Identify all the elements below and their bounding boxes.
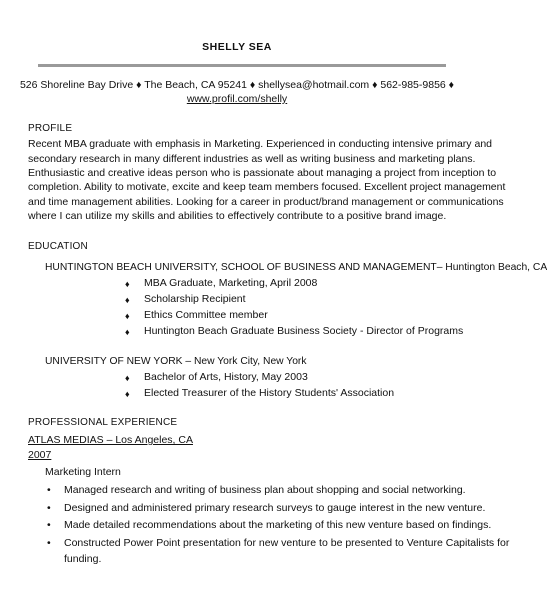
experience-item: Constructed Power Point presentation for new venture to be presented to Venture Capitalists for (64, 537, 510, 549)
bullet-diamond-icon: ♦ (125, 279, 130, 289)
school-title: UNIVERSITY OF NEW YORK – New York City, New York (45, 356, 307, 367)
education-item: Huntington Beach Graduate Business Society - Director of Programs (144, 325, 464, 337)
company-name: ATLAS MEDIAS – Los Angeles, CA (28, 434, 193, 446)
education-item: Ethics Committee member (144, 309, 268, 321)
contact-line: 526 Shoreline Bay Drive ♦ The Beach, CA 95241 ♦ shellysea@hotmail.com ♦ 562-985-9856 ♦ (19, 79, 455, 91)
experience-item-continued: funding. (64, 553, 102, 565)
education-item: Scholarship Recipient (144, 293, 246, 305)
bullet-dot-icon: • (47, 519, 51, 531)
bullet-diamond-icon: ♦ (125, 389, 130, 399)
bullet-diamond-icon: ♦ (125, 295, 130, 305)
header-divider (38, 64, 446, 67)
education-item: Elected Treasurer of the History Students' Association (144, 387, 395, 399)
education-item: Bachelor of Arts, History, May 2003 (144, 371, 308, 383)
bullet-dot-icon: • (47, 484, 51, 496)
profile-heading: PROFILE (28, 123, 73, 134)
education-heading: EDUCATION (28, 241, 88, 252)
experience-heading: PROFESSIONAL EXPERIENCE (28, 417, 178, 428)
bullet-dot-icon: • (47, 502, 51, 514)
education-item: MBA Graduate, Marketing, April 2008 (144, 277, 318, 289)
school-title: HUNTINGTON BEACH UNIVERSITY, SCHOOL OF BUSINESS AND MANAGEMENT– Huntington Beach, CA (45, 262, 547, 273)
bullet-diamond-icon: ♦ (125, 327, 130, 337)
experience-year: 2007 (28, 449, 52, 461)
candidate-name: SHELLY SEA (202, 41, 272, 53)
profile-line: completion. Ability to motivate, excite and keep team members focused. Excellent project management (28, 181, 506, 193)
bullet-diamond-icon: ♦ (125, 311, 130, 321)
bullet-diamond-icon: ♦ (125, 373, 130, 383)
experience-item: Designed and administered primary research surveys to gauge interest in the new venture. (64, 502, 486, 514)
profile-line: where I can utilize my skills and abilities to effectively contribute to a positive brand image. (28, 210, 447, 222)
profile-line: and time management abilities. Looking for a career in product/brand management or communications (28, 196, 504, 208)
experience-item: Made detailed recommendations about the marketing of this new venture based on findings. (64, 519, 492, 531)
website-link[interactable]: www.profil.com/shelly (186, 93, 288, 105)
experience-item: Managed research and writing of business plan about shopping and social networking. (64, 484, 466, 496)
profile-line: secondary research in many different industries as well as writing business and marketing plans. (28, 153, 476, 165)
profile-line: Recent MBA graduate with emphasis in Marketing. Experienced in conducting intensive primary and (28, 138, 492, 150)
bullet-dot-icon: • (47, 537, 51, 549)
job-title: Marketing Intern (45, 466, 121, 478)
profile-line: Enthusiastic and creative ideas person who is passionate about managing a project from inception to (28, 167, 497, 179)
